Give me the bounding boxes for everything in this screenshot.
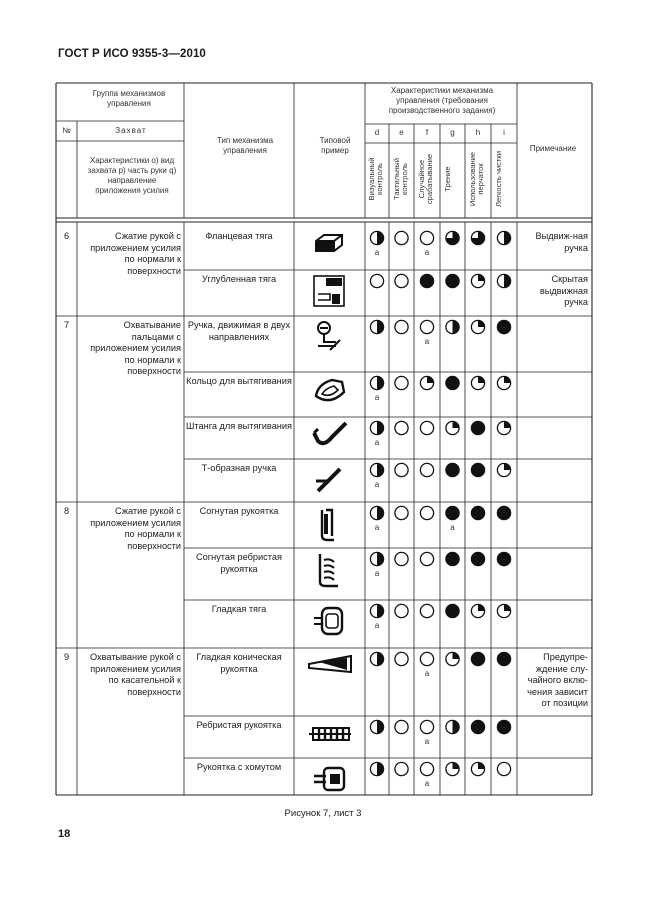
rating-circle bbox=[395, 652, 408, 665]
grip-header: Захват bbox=[115, 126, 147, 135]
page-number: 18 bbox=[58, 828, 71, 840]
group-number: 9 bbox=[64, 652, 70, 662]
rating-circle bbox=[497, 762, 510, 775]
rating-circle bbox=[497, 421, 510, 434]
rating-circle bbox=[370, 762, 383, 775]
rating-circle bbox=[395, 463, 408, 476]
document-code: ГОСТ Р ИСО 9355-3—2010 bbox=[58, 48, 206, 60]
rating-circle bbox=[471, 762, 484, 775]
footnote-mark: а bbox=[374, 393, 380, 402]
rating-circle bbox=[471, 320, 484, 333]
control-type: Гладкая тяга bbox=[211, 604, 267, 614]
recessed-pull-icon bbox=[312, 274, 348, 315]
group-grip: Сжатие рукой с приложением усилия по нормали к поверхности bbox=[90, 506, 181, 551]
rating-circle bbox=[497, 506, 510, 519]
rating-circle bbox=[370, 552, 383, 565]
rating-circle bbox=[497, 552, 510, 565]
rating-circle bbox=[471, 604, 484, 617]
rating-circle bbox=[370, 506, 383, 519]
rating-circle bbox=[420, 552, 433, 565]
rating-circle bbox=[395, 376, 408, 389]
group-grip: Сжатие рукой с приложением усилия по нормали к поверхности bbox=[90, 231, 181, 276]
rating-circle bbox=[395, 604, 408, 617]
footnote-mark: а bbox=[374, 569, 380, 578]
col-letter-i: i bbox=[503, 128, 505, 137]
col-letter-d: d bbox=[374, 128, 380, 137]
rating-circle bbox=[446, 762, 459, 775]
footnote-mark: а bbox=[374, 523, 380, 532]
footnote-mark: а bbox=[424, 737, 430, 746]
rating-circle bbox=[497, 274, 510, 287]
control-type: Гладкая коническая рукоятка bbox=[196, 652, 282, 674]
bent-grip-icon bbox=[312, 506, 348, 547]
conical-grip-icon bbox=[307, 652, 353, 693]
example-header: Типовой пример bbox=[319, 136, 351, 155]
t-handle-icon bbox=[312, 463, 348, 504]
grip-characteristics: Характеристики о) вид захвата р) часть руки q) направление приложения усилия bbox=[87, 156, 177, 195]
rating-circle bbox=[446, 552, 459, 565]
row-note: Предупре-ждение слу-чайного вклю-чения зависит от позиции bbox=[527, 652, 588, 708]
rating-circle bbox=[497, 376, 510, 389]
pull-ring-icon bbox=[312, 376, 348, 417]
control-type: Согнутая ребристая рукоятка bbox=[196, 552, 282, 574]
control-type: Фланцевая тяга bbox=[205, 231, 273, 241]
rating-circle bbox=[420, 320, 433, 333]
rating-circle bbox=[420, 274, 433, 287]
control-type: Т-образная ручка bbox=[201, 463, 277, 473]
col-name-i: Легкость чистки bbox=[494, 151, 503, 207]
control-type: Согнутая рукоятка bbox=[199, 506, 279, 516]
characteristics-header: Характеристики механизма управления (требования производственного задания) bbox=[388, 86, 496, 115]
col-name-h: Использование перчаток bbox=[468, 151, 486, 207]
rating-circle bbox=[370, 604, 383, 617]
rating-circle bbox=[370, 320, 383, 333]
rating-circle bbox=[420, 421, 433, 434]
col-letter-e: e bbox=[399, 128, 404, 137]
rating-circle bbox=[395, 274, 408, 287]
note-header: Примечание bbox=[529, 144, 577, 153]
figure-caption: Рисунок 7, лист 3 bbox=[284, 808, 362, 819]
footnote-mark: а bbox=[424, 337, 430, 346]
rating-circle bbox=[420, 231, 433, 244]
rating-circle bbox=[446, 274, 459, 287]
group-number: 6 bbox=[64, 231, 70, 241]
rating-circle bbox=[446, 506, 459, 519]
num-header: № bbox=[62, 126, 71, 135]
ribbed-bent-grip-icon bbox=[312, 552, 348, 593]
type-header: Тип механизма управления bbox=[216, 136, 274, 155]
rating-circle bbox=[370, 231, 383, 244]
rating-circle bbox=[370, 274, 383, 287]
rating-circle bbox=[446, 421, 459, 434]
group-number: 7 bbox=[64, 320, 70, 330]
rating-circle bbox=[446, 720, 459, 733]
row-note: Выдвиж-ная ручка bbox=[535, 231, 588, 253]
rating-circle bbox=[395, 231, 408, 244]
col-name-e: Тактильный контроль bbox=[391, 158, 409, 200]
rating-circle bbox=[420, 720, 433, 733]
rating-circle bbox=[420, 506, 433, 519]
control-type: Штанга для вытягивания bbox=[186, 421, 292, 431]
rating-circle bbox=[446, 231, 459, 244]
rating-circle bbox=[446, 604, 459, 617]
rating-circle bbox=[471, 274, 484, 287]
rating-circle bbox=[395, 320, 408, 333]
rating-circle bbox=[370, 421, 383, 434]
rating-circle bbox=[420, 604, 433, 617]
group-number: 8 bbox=[64, 506, 70, 516]
rating-circle bbox=[471, 463, 484, 476]
rating-circle bbox=[395, 552, 408, 565]
rating-circle bbox=[471, 231, 484, 244]
rating-circle bbox=[395, 720, 408, 733]
rating-circle bbox=[446, 652, 459, 665]
rating-circle bbox=[497, 720, 510, 733]
rating-circle bbox=[497, 463, 510, 476]
col-letter-h: h bbox=[475, 128, 481, 137]
rating-circle bbox=[497, 231, 510, 244]
rating-circle bbox=[497, 604, 510, 617]
rating-circle bbox=[446, 376, 459, 389]
footnote-mark: а bbox=[450, 523, 455, 532]
rating-circle bbox=[370, 720, 383, 733]
footnote-mark: а bbox=[424, 248, 430, 257]
rating-circle bbox=[471, 552, 484, 565]
footnote-mark: а bbox=[374, 480, 380, 489]
rating-circle bbox=[446, 320, 459, 333]
col-letter-f: f bbox=[425, 128, 429, 137]
control-type: Рукоятка с хомутом bbox=[196, 762, 282, 772]
rating-circle bbox=[420, 652, 433, 665]
clamp-grip-icon bbox=[312, 762, 348, 803]
rating-circle bbox=[395, 506, 408, 519]
group-grip: Охватывание рукой с приложением усилия по касательной к поверхности bbox=[90, 652, 181, 697]
group-grip: Охватывание пальцами с приложением усилия по нормали к поверхности bbox=[90, 320, 181, 376]
rating-circle bbox=[420, 463, 433, 476]
col-letter-g: g bbox=[450, 128, 455, 137]
control-type: Ребристая рукоятка bbox=[196, 720, 282, 730]
col-name-d: Визуальный контроль bbox=[367, 157, 385, 201]
flange-pull-icon bbox=[312, 231, 348, 272]
control-type: Кольцо для вытягивания bbox=[186, 376, 292, 386]
rating-circle bbox=[471, 652, 484, 665]
control-type: Углубленная тяга bbox=[201, 274, 277, 284]
rating-circle bbox=[370, 376, 383, 389]
footnote-mark: а bbox=[374, 248, 380, 257]
footnote-mark: а bbox=[424, 669, 430, 678]
control-type: Ручка, движимая в двух направлениях bbox=[187, 320, 291, 342]
col-name-f: Случайное срабатывание bbox=[417, 153, 435, 205]
rating-circle bbox=[446, 463, 459, 476]
rating-circle bbox=[420, 376, 433, 389]
rating-circle bbox=[370, 652, 383, 665]
rating-circle bbox=[395, 421, 408, 434]
footnote-mark: а bbox=[374, 438, 380, 447]
rating-circle bbox=[497, 320, 510, 333]
footnote-mark: а bbox=[424, 779, 430, 788]
rating-circle bbox=[471, 376, 484, 389]
group-title: Группа механизмов управления bbox=[92, 89, 166, 108]
pull-bar-icon bbox=[312, 421, 348, 462]
rating-circle bbox=[471, 720, 484, 733]
row-note: Скрытая выдвижная ручка bbox=[539, 274, 588, 307]
rating-circle bbox=[497, 652, 510, 665]
rating-circle bbox=[370, 463, 383, 476]
rating-circle bbox=[395, 762, 408, 775]
ribbed-grip-icon bbox=[307, 720, 353, 761]
smooth-pull-icon bbox=[312, 604, 348, 645]
footnote-mark: а bbox=[374, 621, 380, 630]
two-way-handle-icon bbox=[312, 320, 348, 361]
rating-circle bbox=[471, 421, 484, 434]
col-name-g: Трение bbox=[442, 166, 452, 192]
rating-circle bbox=[420, 762, 433, 775]
rating-circle bbox=[471, 506, 484, 519]
